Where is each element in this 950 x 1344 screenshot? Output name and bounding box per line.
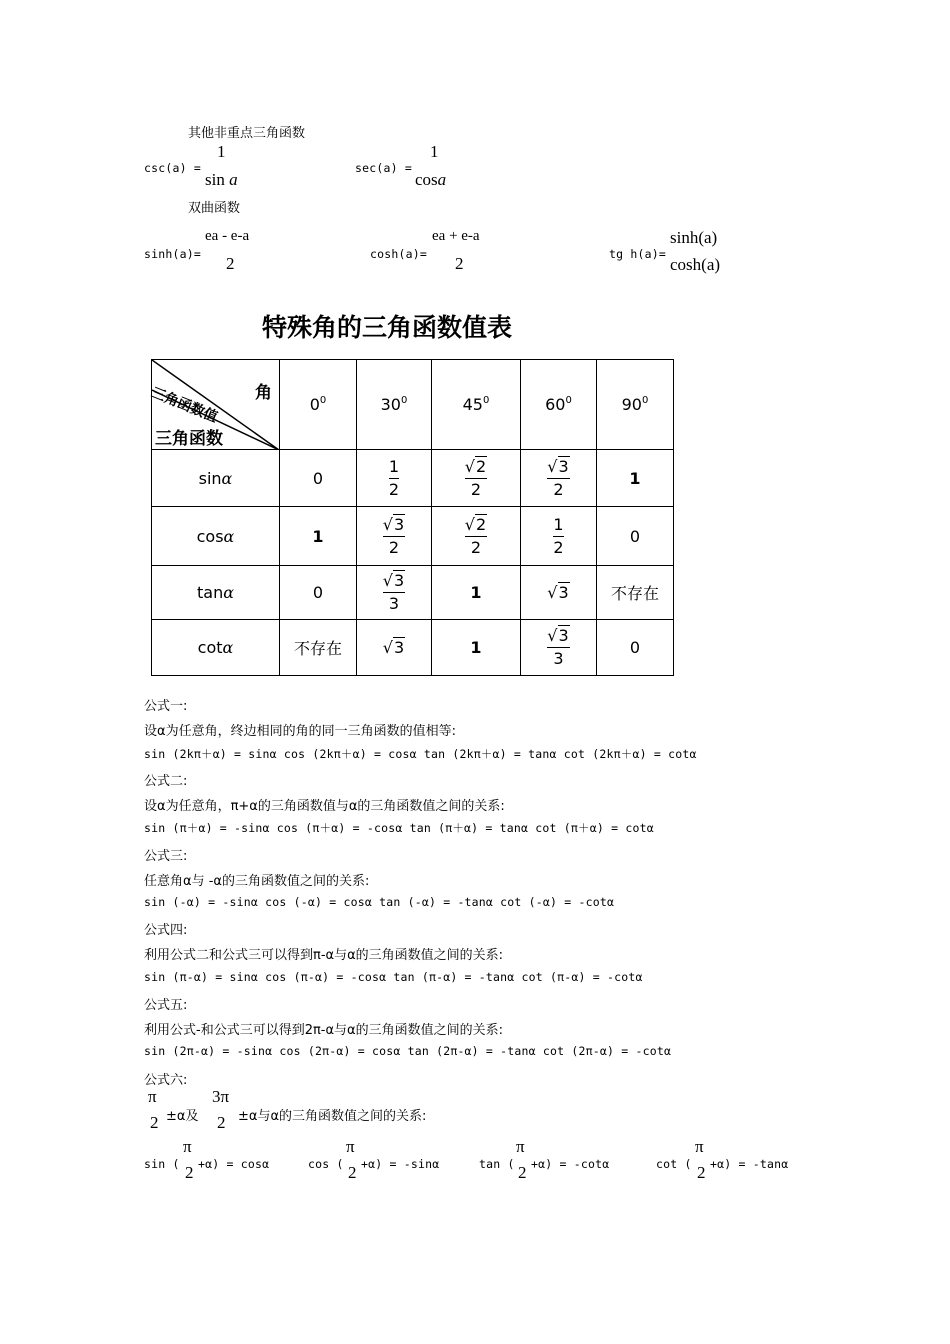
- cot-90: 0: [597, 620, 674, 676]
- col-header-30: $30^0$: [357, 360, 432, 450]
- col-header-0: $0^0$: [280, 360, 357, 450]
- csc-label: csc(a) =: [144, 161, 201, 175]
- col-header-90: $90^0$: [597, 360, 674, 450]
- header-func: 三角函数: [155, 429, 223, 449]
- formula-1-desc: 设α为任意角，终边相同的角的同一三角函数的值相等:: [144, 724, 456, 739]
- sec-numerator: 1: [430, 142, 439, 161]
- f6-relation-desc: ±α与α的三角函数值之间的关系:: [238, 1109, 427, 1124]
- table-row: [152, 620, 674, 676]
- tgh-denominator: cosh(a): [670, 255, 721, 274]
- sin-0: 0: [280, 450, 357, 507]
- csc-denominator: sin a: [205, 170, 238, 189]
- sec-label: sec(a) =: [355, 161, 412, 175]
- sec-denominator: cosa: [415, 170, 447, 189]
- formula-5-title: 公式五:: [144, 998, 188, 1013]
- header-value: 三角函数值: [148, 384, 220, 426]
- formula-4-eq: sin (π-α) = sinα cos (π-α) = -cosα tan (π-α) = -tanα cot (π-α) = -cotα: [144, 970, 643, 984]
- formula-5-desc: 利用公式-和公式三可以得到2π-α与α的三角函数值之间的关系:: [144, 1023, 503, 1038]
- table-title: 特殊角的三角函数值表: [262, 313, 513, 342]
- formula-3-desc: 任意角α与 -α的三角函数值之间的关系:: [144, 874, 370, 889]
- f6-cos-two: 2: [348, 1163, 357, 1182]
- f6-cot-two: 2: [697, 1163, 706, 1182]
- sin-30: $\frac{1}{2}$: [357, 450, 432, 507]
- tan-0: 0: [280, 566, 357, 620]
- f6-3pi-num: 3π: [212, 1087, 230, 1106]
- row-label-cos: cosα: [152, 507, 280, 566]
- cosh-denominator: 2: [455, 254, 464, 273]
- table-row: [152, 507, 674, 566]
- sin-45: $\frac{√2}{2}$: [432, 450, 521, 507]
- tgh-label: tg h(a)=: [609, 247, 666, 261]
- formula-3-eq: sin (-α) = -sinα cos (-α) = cosα tan (-α) = -tanα cot (-α) = -cotα: [144, 895, 615, 909]
- formula-4-desc: 利用公式二和公式三可以得到π-α与α的三角函数值之间的关系:: [144, 948, 504, 963]
- f6-tan-b: +α) = -cotα: [531, 1157, 610, 1171]
- f6-cos-pi: π: [346, 1137, 355, 1156]
- f6-sin-b: +α) = cosα: [198, 1157, 270, 1171]
- f6-pm-and: ±α及: [166, 1109, 199, 1124]
- f6-cos-a: cos (: [308, 1157, 344, 1171]
- f6-tan-a: tan (: [479, 1157, 515, 1171]
- row-label-cot: cotα: [152, 620, 280, 676]
- sin-90: 1: [597, 450, 674, 507]
- f6-sin-two: 2: [185, 1163, 194, 1182]
- cot-30: √3: [357, 620, 432, 676]
- cos-60: $\frac{1}{2}$: [521, 507, 597, 566]
- cot-45: 1: [432, 620, 521, 676]
- col-header-60: $60^0$: [521, 360, 597, 450]
- tgh-numerator: sinh(a): [670, 228, 718, 247]
- f6-cot-pi: π: [695, 1137, 704, 1156]
- f6-3pi-den: 2: [217, 1113, 226, 1132]
- formula-2-desc: 设α为任意角，π+α的三角函数值与α的三角函数值之间的关系:: [144, 799, 505, 814]
- tan-90: 不存在: [597, 566, 674, 620]
- tan-45: 1: [432, 566, 521, 620]
- f6-cos-b: +α) = -sinα: [361, 1157, 440, 1171]
- sinh-denominator: 2: [226, 254, 235, 273]
- sin-60: $\frac{√3}{2}$: [521, 450, 597, 507]
- section-heading-hyperbolic: 双曲函数: [188, 201, 241, 216]
- f6-cot-b: +α) = -tanα: [710, 1157, 789, 1171]
- header-angle: 角: [255, 383, 272, 403]
- tan-30: $\frac{√3}{3}$: [357, 566, 432, 620]
- formula-2-title: 公式二:: [144, 774, 188, 789]
- table-row: [152, 566, 674, 620]
- cos-45: $\frac{√2}{2}$: [432, 507, 521, 566]
- f6-cot-a: cot (: [656, 1157, 692, 1171]
- sinh-label: sinh(a)=: [144, 247, 201, 261]
- table-corner-header: [148, 360, 280, 450]
- formula-1-title: 公式一:: [144, 699, 188, 714]
- tan-60: √3: [521, 566, 597, 620]
- row-label-sin: sinα: [152, 450, 280, 507]
- formula-2-eq: sin (π＋α) = -sinα cos (π＋α) = -cosα tan (π＋α) = tanα cot (π＋α) = cotα: [144, 821, 654, 835]
- section-heading-other-trig: 其他非重点三角函数: [188, 126, 306, 141]
- col-header-45: $45^0$: [432, 360, 521, 450]
- f6-sin-pi: π: [183, 1137, 192, 1156]
- sinh-numerator: ea - e-a: [205, 228, 250, 244]
- cot-0: 不存在: [280, 620, 357, 676]
- cos-30: $\frac{√3}{2}$: [357, 507, 432, 566]
- formula-4-title: 公式四:: [144, 923, 188, 938]
- special-angle-table: [148, 359, 674, 676]
- formula-1-eq: sin (2kπ＋α) = sinα cos (2kπ＋α) = cosα tan (2kπ＋α) = tanα cot (2kπ＋α) = cotα: [144, 747, 697, 761]
- csc-numerator: 1: [217, 142, 226, 161]
- formula-5-eq: sin (2π-α) = -sinα cos (2π-α) = cosα tan (2π-α) = -tanα cot (2π-α) = -cotα: [144, 1044, 672, 1058]
- cosh-numerator: ea + e-a: [432, 228, 480, 244]
- cos-0: 1: [280, 507, 357, 566]
- f6-tan-two: 2: [518, 1163, 527, 1182]
- f6-pi-den: 2: [150, 1113, 159, 1132]
- formula-6-title: 公式六:: [144, 1073, 188, 1088]
- cos-90: 0: [597, 507, 674, 566]
- cosh-label: cosh(a)=: [370, 247, 427, 261]
- table-row: [152, 450, 674, 507]
- cot-60: $\frac{√3}{3}$: [521, 620, 597, 676]
- f6-tan-pi: π: [516, 1137, 525, 1156]
- row-label-tan: tanα: [152, 566, 280, 620]
- formula-3-title: 公式三:: [144, 849, 188, 864]
- f6-pi-num: π: [148, 1087, 157, 1106]
- f6-sin-a: sin (: [144, 1157, 180, 1171]
